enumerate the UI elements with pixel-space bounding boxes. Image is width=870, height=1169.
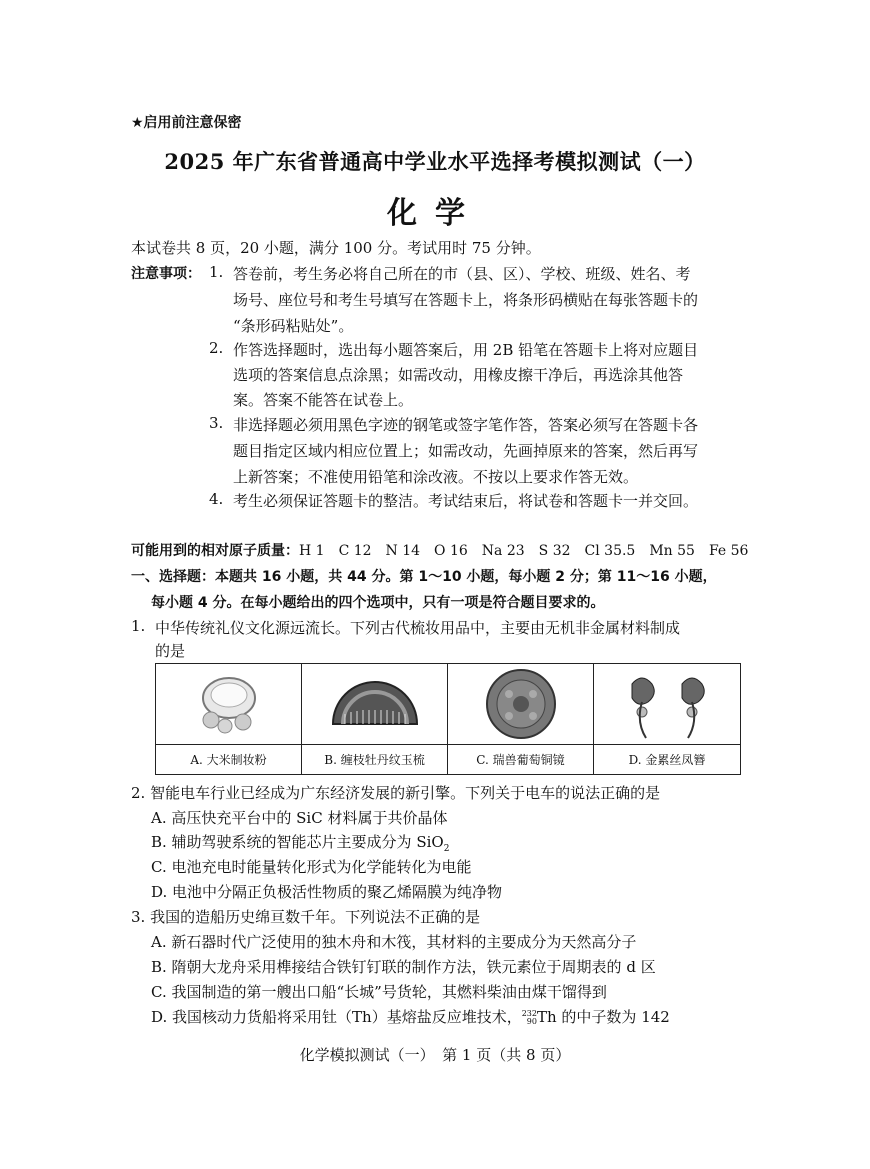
q1-stem-line-1: 中华传统礼仪文化源远流长。下列古代梳妆用品中，主要由无机非金属材料制成 bbox=[155, 619, 681, 637]
q1-option-table bbox=[155, 663, 741, 775]
q1-num: 1. bbox=[131, 617, 146, 635]
exam-info: 本试卷共 8 页，20 小题，满分 100 分。考试用时 75 分钟。 bbox=[131, 239, 541, 257]
q2-option-a: A. 高压快充平台中的 SiC 材料属于共价晶体 bbox=[151, 809, 448, 827]
atomic-mass-label: 可能用到的相对原子质量： bbox=[131, 543, 299, 559]
q3-option-a: A. 新石器时代广泛使用的独木舟和木筏，其材料的主要成分为天然高分子 bbox=[151, 933, 637, 951]
jade-comb-image bbox=[325, 674, 425, 734]
q2-stem: 2. 智能电车行业已经成为广东经济发展的新引擎。下列关于电车的说法正确的是 bbox=[131, 784, 661, 802]
phoenix-hairpin-image bbox=[612, 666, 722, 742]
q1-image-d bbox=[594, 664, 740, 744]
q3-option-b: B. 隋朝大龙舟采用榫接结合铁钉钉联的制作方法，铁元素位于周期表的 d 区 bbox=[151, 958, 656, 976]
note-4-num: 4. bbox=[209, 490, 224, 508]
note-2-line-1: 作答选择题时，选出每小题答案后，用 2B 铅笔在答题卡上将对应题目 bbox=[233, 341, 699, 359]
atomic-mass-row bbox=[131, 540, 748, 560]
page-footer: 化学模拟测试（一） 第 1 页（共 8 页） bbox=[299, 1046, 571, 1064]
q1-image-c bbox=[448, 664, 594, 744]
q2-option-b-subscript: 2 bbox=[443, 844, 450, 854]
q3-element-symbol: Th bbox=[536, 1008, 557, 1026]
subject-title: 化学 bbox=[387, 196, 483, 231]
q2-option-b bbox=[151, 831, 449, 854]
confidential-notice: ★启用前注意保密 bbox=[131, 115, 242, 131]
section-1-heading-line-2: 每小题 4 分。在每小题给出的四个选项中，只有一项是符合题目要求的。 bbox=[151, 595, 605, 611]
q2-option-b-text: B. 辅助驾驶系统的智能芯片主要成分为 SiO bbox=[151, 833, 444, 851]
q2-option-c: C. 电池充电时能量转化形式为化学能转化为电能 bbox=[151, 858, 472, 876]
q1-option-c: C. 瑞兽葡萄铜镜 bbox=[448, 744, 594, 774]
q3-atomic-number: 90 bbox=[526, 1017, 537, 1026]
atomic-mass-values: H 1 C 12 N 14 O 16 Na 23 S 32 Cl 35.5 Mn 55 Fe 56 bbox=[299, 543, 749, 559]
exam-title: 2025 年广东省普通高中学业水平选择考模拟测试（一） bbox=[164, 149, 706, 174]
note-1-line-2: 场号、座位号和考生号填写在答题卡上，将条形码横贴在每张答题卡的 bbox=[233, 291, 699, 309]
note-2-num: 2. bbox=[209, 339, 224, 357]
q3-stem: 3. 我国的造船历史绵亘数千年。下列说法不正确的是 bbox=[131, 908, 481, 926]
q3-mass-number: 232 bbox=[521, 1009, 537, 1018]
note-1-num: 1. bbox=[209, 263, 224, 281]
q1-option-d: D. 金累丝凤簪 bbox=[594, 744, 740, 774]
note-3-line-3: 上新答案；不准使用铅笔和涂改液。不按以上要求作答无效。 bbox=[233, 468, 639, 486]
q1-stem-line-2: 的是 bbox=[155, 642, 186, 660]
note-3-line-2: 题目指定区域内相应位置上；如需改动，先画掉原来的答案，然后再写 bbox=[233, 442, 699, 460]
q3-option-d-end: 的中子数为 142 bbox=[556, 1008, 670, 1026]
note-4-line-1: 考生必须保证答题卡的整洁。考试结束后，将试卷和答题卡一并交回。 bbox=[233, 492, 699, 510]
notice-label: 注意事项： bbox=[131, 266, 201, 282]
q2-option-d: D. 电池中分隔正负极活性物质的聚乙烯隔膜为纯净物 bbox=[151, 883, 503, 901]
q1-option-a: A. 大米制妆粉 bbox=[156, 744, 302, 774]
q1-option-b: B. 缠枝牡丹纹玉梳 bbox=[302, 744, 448, 774]
note-3-line-1: 非选择题必须用黑色字迹的钢笔或签字笔作答，答案必须写在答题卡各 bbox=[233, 416, 699, 434]
q1-image-a bbox=[156, 664, 302, 744]
section-1-heading-line-1: 一、选择题：本题共 16 小题，共 44 分。第 1～10 小题，每小题 2 分；第 11～16 小题， bbox=[131, 569, 717, 585]
bronze-mirror-image bbox=[481, 666, 561, 742]
q3-nuclide-numbers bbox=[522, 1010, 537, 1026]
q3-option-d bbox=[151, 1006, 670, 1027]
powder-box-image bbox=[189, 668, 269, 740]
q3-option-d-text: D. 我国核动力货船将采用钍（Th）基熔盐反应堆技术， bbox=[151, 1008, 522, 1026]
q1-image-b bbox=[302, 664, 448, 744]
note-3-num: 3. bbox=[209, 414, 224, 432]
note-2-line-2: 选项的答案信息点涂黑；如需改动，用橡皮擦干净后，再选涂其他答 bbox=[233, 366, 684, 384]
note-1-line-3: “条形码粘贴处”。 bbox=[233, 317, 354, 335]
note-1-line-1: 答卷前，考生务必将自己所在的市（县、区）、学校、班级、姓名、考 bbox=[233, 265, 691, 283]
note-2-line-3: 案。答案不能答在试卷上。 bbox=[233, 391, 414, 409]
q3-option-c: C. 我国制造的第一艘出口船“长城”号货轮，其燃料柴油由煤干馏得到 bbox=[151, 983, 607, 1001]
